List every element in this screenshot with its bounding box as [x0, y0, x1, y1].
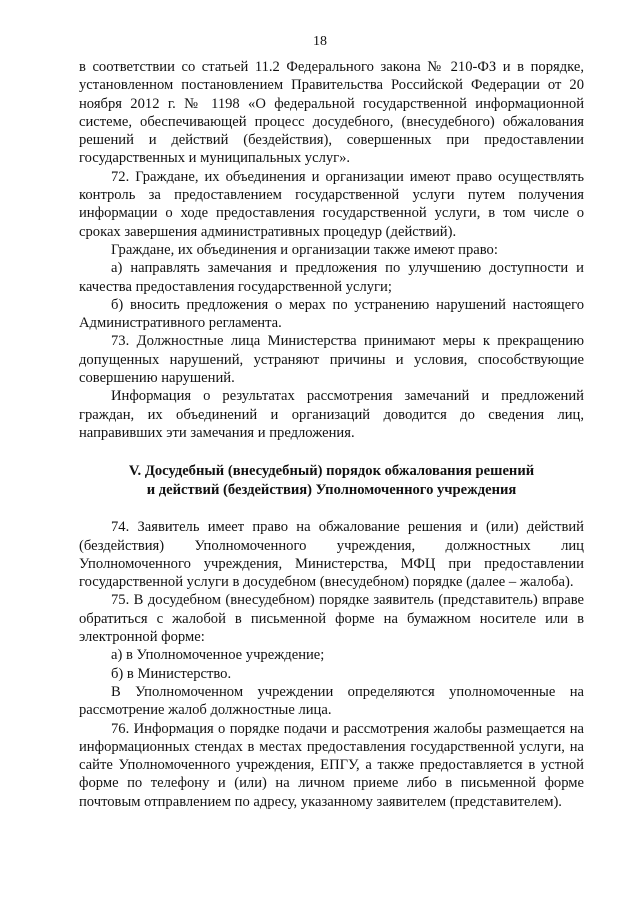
- document-body: [79, 58, 584, 811]
- page-number: 18: [313, 34, 327, 49]
- paragraph-73: 73. Должностные лица Министерства принимают меры к прекращению допущенных нарушений, устраняют причины и условия, способствующие совершению нарушений.: [79, 333, 584, 387]
- paragraph-right-b: б) вносить предложения о мерах по устранению нарушений настоящего Административного регламента.: [79, 296, 584, 332]
- section-heading-line-1: V. Досудебный (внесудебный) порядок обжалования решений: [128, 463, 535, 480]
- section-heading-line-2: и действий (бездействия) Уполномоченного учреждения: [146, 482, 517, 499]
- paragraph-results-info: Информация о результатах рассмотрения замечаний и предложений граждан, их объединений и организаций доводится до сведения лиц, направивших эти замечания и предложения.: [79, 388, 584, 441]
- paragraph-right-a: а) направлять замечания и предложения по улучшению доступности и качества предоставления государственной услуги;: [79, 260, 584, 295]
- paragraph-authorized-officials: В Уполномоченном учреждении определяются уполномоченные на рассмотрение жалоб должностные лица.: [79, 683, 584, 719]
- paragraph-76: 76. Информация о порядке подачи и рассмотрения жалобы размещается на информационных стендах в местах предоставления государственной услуги, на сайте Уполномоченного учреждения, ЕПГУ, а также предоставляется в устной форме по телефону и (или) на личном приеме либо в письменной форме почтовым отправлением по адресу, указанному заявителем (представителем).: [79, 720, 584, 810]
- section-heading: [79, 462, 584, 500]
- paragraph-74: 74. Заявитель имеет право на обжалование решения и (или) действий (бездействия) Уполномоченного учреждения, должностных лиц Уполномоченного учреждения, Министерства, МФЦ при предоставлении государственной услуги в досудебном (внесудебном) порядке (далее – жалоба).: [79, 519, 584, 591]
- paragraph-72: 72. Граждане, их объединения и организации имеют право осуществлять контроль за предоставлением государственной услуги путем получения информации о ходе предоставления государственной услуги, в том числе о сроках завершения административных процедур (действий).: [79, 168, 584, 240]
- paragraph-75: 75. В досудебном (внесудебном) порядке заявитель (представитель) вправе обратиться с жалобой в письменной форме на бумажном носителе или в электронной форме:: [79, 592, 584, 646]
- paragraph-continuation: в соответствии со статьей 11.2 Федерального закона № 210-ФЗ и в порядке, установленном постановлением Правительства Российской Федерации от 20 ноября 2012 г. № 1198 «О федеральной государственной информационной системе, обеспечивающей процесс досудебного, (внесудебного) обжалования решений и действий (бездействия), совершенных при предоставлении государственных и муниципальных услуг».: [79, 59, 584, 167]
- paragraph-75-b: б) в Министерство.: [111, 665, 232, 682]
- paragraph-rights-intro: Граждане, их объединения и организации также имеют право:: [111, 241, 498, 258]
- paragraph-75-a: а) в Уполномоченное учреждение;: [111, 647, 325, 664]
